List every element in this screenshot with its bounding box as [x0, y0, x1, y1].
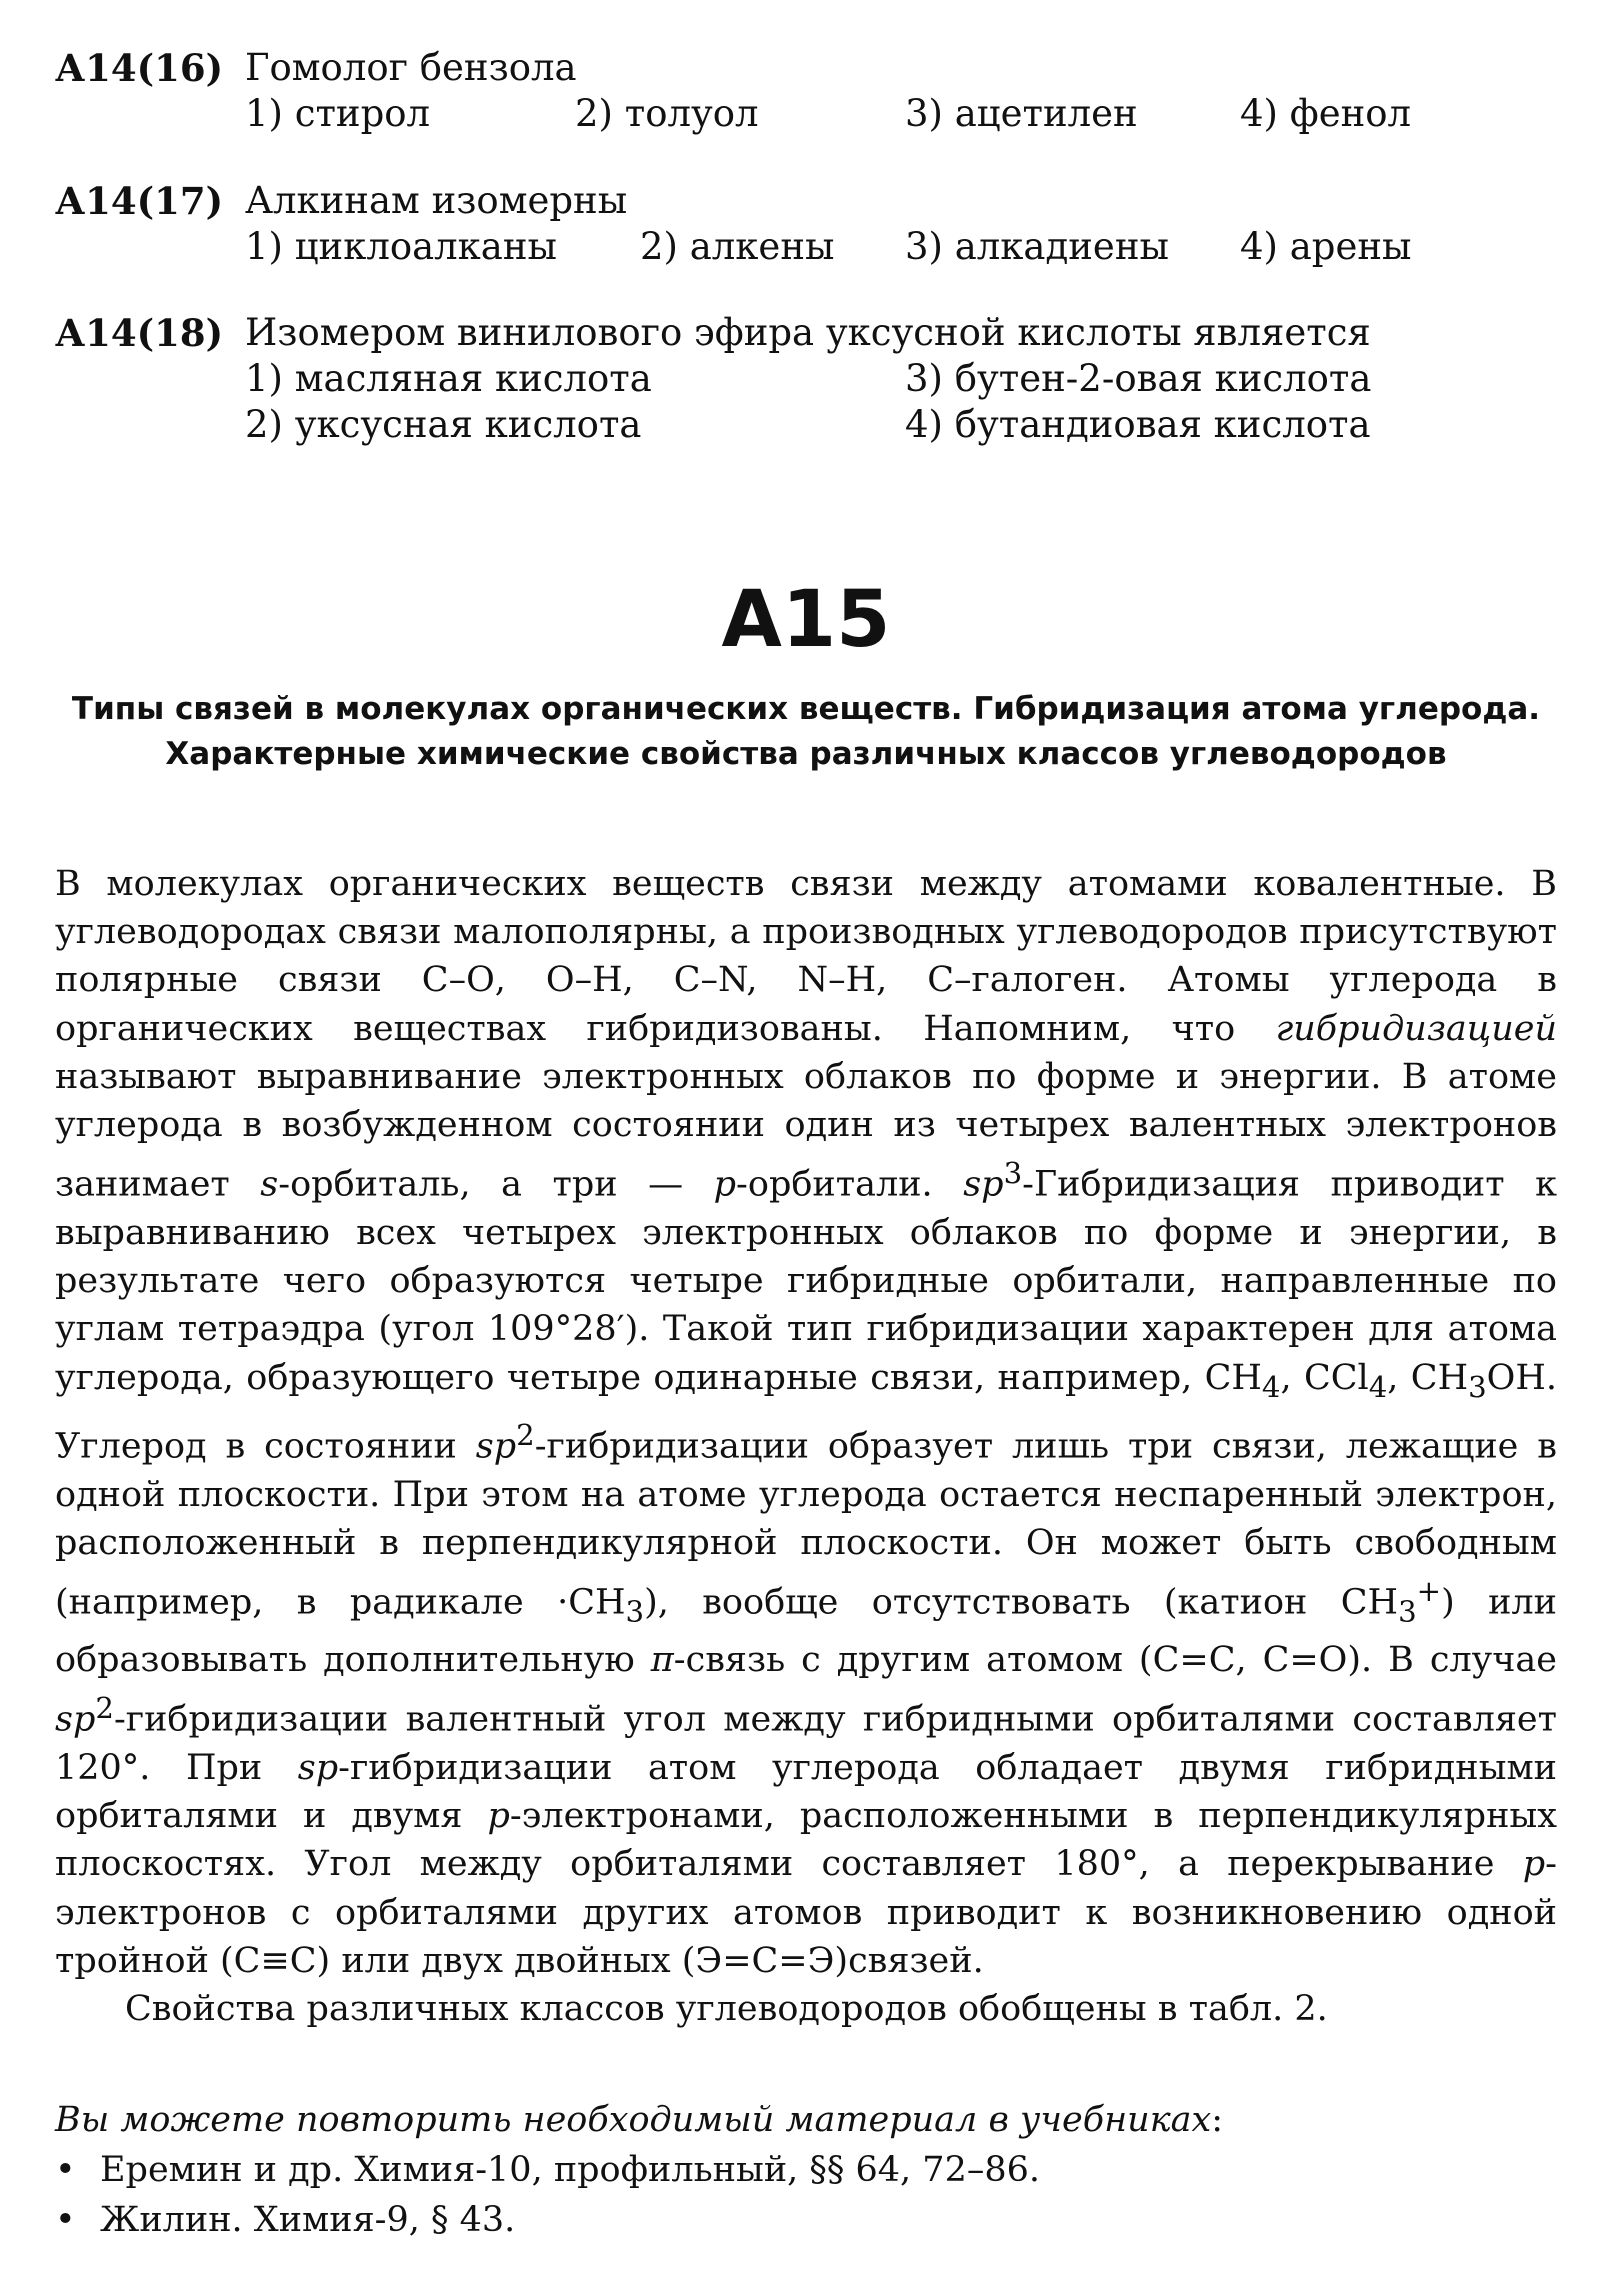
orbital-symbol: sp — [475, 1426, 517, 1467]
subscript: 4 — [1261, 1369, 1281, 1404]
superscript: 2 — [516, 1417, 535, 1452]
orbital-symbol: sp — [963, 1164, 1004, 1205]
text-run: -гибридизации атом углерода обладает двумя гибридными орбиталями и двумя — [55, 1748, 1557, 1837]
answer-option: 3) ацетилен — [905, 92, 1138, 135]
answer-option: 2) толуол — [575, 92, 759, 135]
answer-option: 2) алкены — [640, 225, 835, 268]
paragraph: Свойства различных классов углеводородов обобщены в табл. 2. — [125, 1989, 1328, 2030]
superscript: 2 — [95, 1691, 114, 1726]
text-run: , СН — [1387, 1357, 1469, 1398]
orbital-symbol: p — [487, 1796, 510, 1837]
term-emphasis: гибридизацией — [1275, 1008, 1557, 1049]
question-a14-17 — [55, 178, 1557, 270]
question-text: Алкинам изомерны — [245, 179, 628, 222]
references-lead: Вы можете повторить необходимый материал в учебниках — [55, 2100, 1212, 2140]
bullet-icon: • — [55, 2200, 76, 2240]
text-run: В молекулах органических веществ связи между атомами ковалентные. В углеводородах связи малополярны, а производных углеводородов присутствуют полярные связи С–О, О–Н, С–N, N–Н, С–галоген. Атомы углерода в органических веществах гибридизованы. Напомним, что — [55, 864, 1557, 1049]
question-number: А14(16) — [55, 46, 224, 90]
paragraph — [55, 860, 1557, 1985]
question-text: Гомолог бензола — [245, 46, 577, 89]
text-run: -гибридизации образует лишь три связи, лежащие в одной плоскости. При этом на атоме углерода остается неспаренный электрон, расположенный в перпендикулярной плоскости. Он может быть свободным (например, в радикале ·СН — [55, 1426, 1557, 1623]
subscript: 3 — [1468, 1369, 1487, 1404]
section-title: А15 — [721, 575, 891, 665]
text-run: -электронов с орбиталями других атомов приводит к возникновению одной тройной (С≡С) или двух двойных (Э=С=Э)связей. — [55, 1844, 1557, 1981]
orbital-symbol: p — [1522, 1844, 1546, 1885]
list-item — [55, 2145, 1557, 2195]
text-run: -орбиталь, а три — — [278, 1164, 714, 1205]
reference-text: Жилин. Химия-9, § 43. — [100, 2200, 516, 2240]
references — [55, 2095, 1557, 2245]
superscript: 3 — [1003, 1156, 1023, 1191]
references-colon: : — [1211, 2100, 1224, 2140]
orbital-symbol: sp — [55, 1699, 96, 1740]
orbital-symbol: s — [260, 1164, 279, 1205]
answer-option: 2) уксусная кислота — [245, 403, 642, 446]
answer-option: 3) алкадиены — [905, 225, 1169, 268]
superscript: + — [1416, 1574, 1442, 1609]
text-run: -электронами, расположенными в перпендикулярных плоскостях. Угол между орбиталями составляет 180°, а перекрывание — [55, 1796, 1557, 1885]
reference-text: Еремин и др. Химия-10, профильный, §§ 64, 72–86. — [100, 2150, 1041, 2190]
text-run: , ССl — [1280, 1357, 1369, 1398]
text-run: ) или образовывать дополнительную — [55, 1582, 1557, 1681]
question-a14-16 — [55, 45, 1557, 137]
bullet-icon: • — [55, 2150, 76, 2190]
question-number: А14(18) — [55, 311, 224, 355]
answer-option: 4) фенол — [1240, 92, 1412, 135]
answer-option: 1) масляная кислота — [245, 357, 652, 400]
answer-option: 4) арены — [1240, 225, 1412, 268]
orbital-symbol: sp — [297, 1748, 339, 1789]
answer-option: 1) циклоалканы — [245, 225, 557, 268]
question-a14-18 — [55, 310, 1557, 448]
section-topic: Типы связей в молекулах органических веществ. Гибридизация атома углерода. Характерные химические свойства различных классов углеводородов — [71, 691, 1541, 772]
text-run: ), вообще отсутствовать (катион СН — [644, 1582, 1399, 1623]
orbital-symbol: p — [713, 1164, 737, 1205]
references-list — [55, 2145, 1557, 2245]
subscript: 3 — [625, 1594, 645, 1629]
answer-option: 1) стирол — [245, 92, 431, 135]
text-run: -Гибридизация приводит к выравниванию всех четырех электронных облаков по форме и энергии, в результате чего образуются четыре гибридные орбитали, направленные по углам тетраэдра (угол 109°28′). Такой тип гибридизации характерен для атома углерода, образующего четыре одинарные связи, например, СН — [55, 1164, 1557, 1398]
text-run: -орбитали. — [736, 1164, 964, 1205]
subscript: 4 — [1368, 1369, 1388, 1404]
text-run: -гибридизации валентный угол между гибридными орбиталями составляет 120°. При — [55, 1699, 1557, 1789]
text-run: называют выравнивание электронных облаков по форме и энергии. В атоме углерода в возбужденном состоянии один из четырех валентных электронов занимает — [55, 1056, 1557, 1205]
answer-options — [245, 356, 1557, 448]
text-run: -связь с другим атомом (С=С, С=О). В случае — [673, 1640, 1557, 1681]
answer-options — [245, 224, 1557, 270]
answer-option: 4) бутандиовая кислота — [905, 403, 1371, 446]
list-item — [55, 2195, 1557, 2245]
body-text — [55, 860, 1557, 2033]
text-run: ОН. Углерод в состоянии — [55, 1357, 1557, 1467]
answer-option: 3) бутен-2-овая кислота — [905, 357, 1372, 400]
question-text: Изомером винилового эфира уксусной кислоты является — [245, 311, 1371, 354]
subscript: 3 — [1398, 1594, 1417, 1629]
question-number: А14(17) — [55, 179, 224, 223]
greek-symbol: π — [650, 1640, 674, 1681]
answer-options — [245, 91, 1557, 137]
